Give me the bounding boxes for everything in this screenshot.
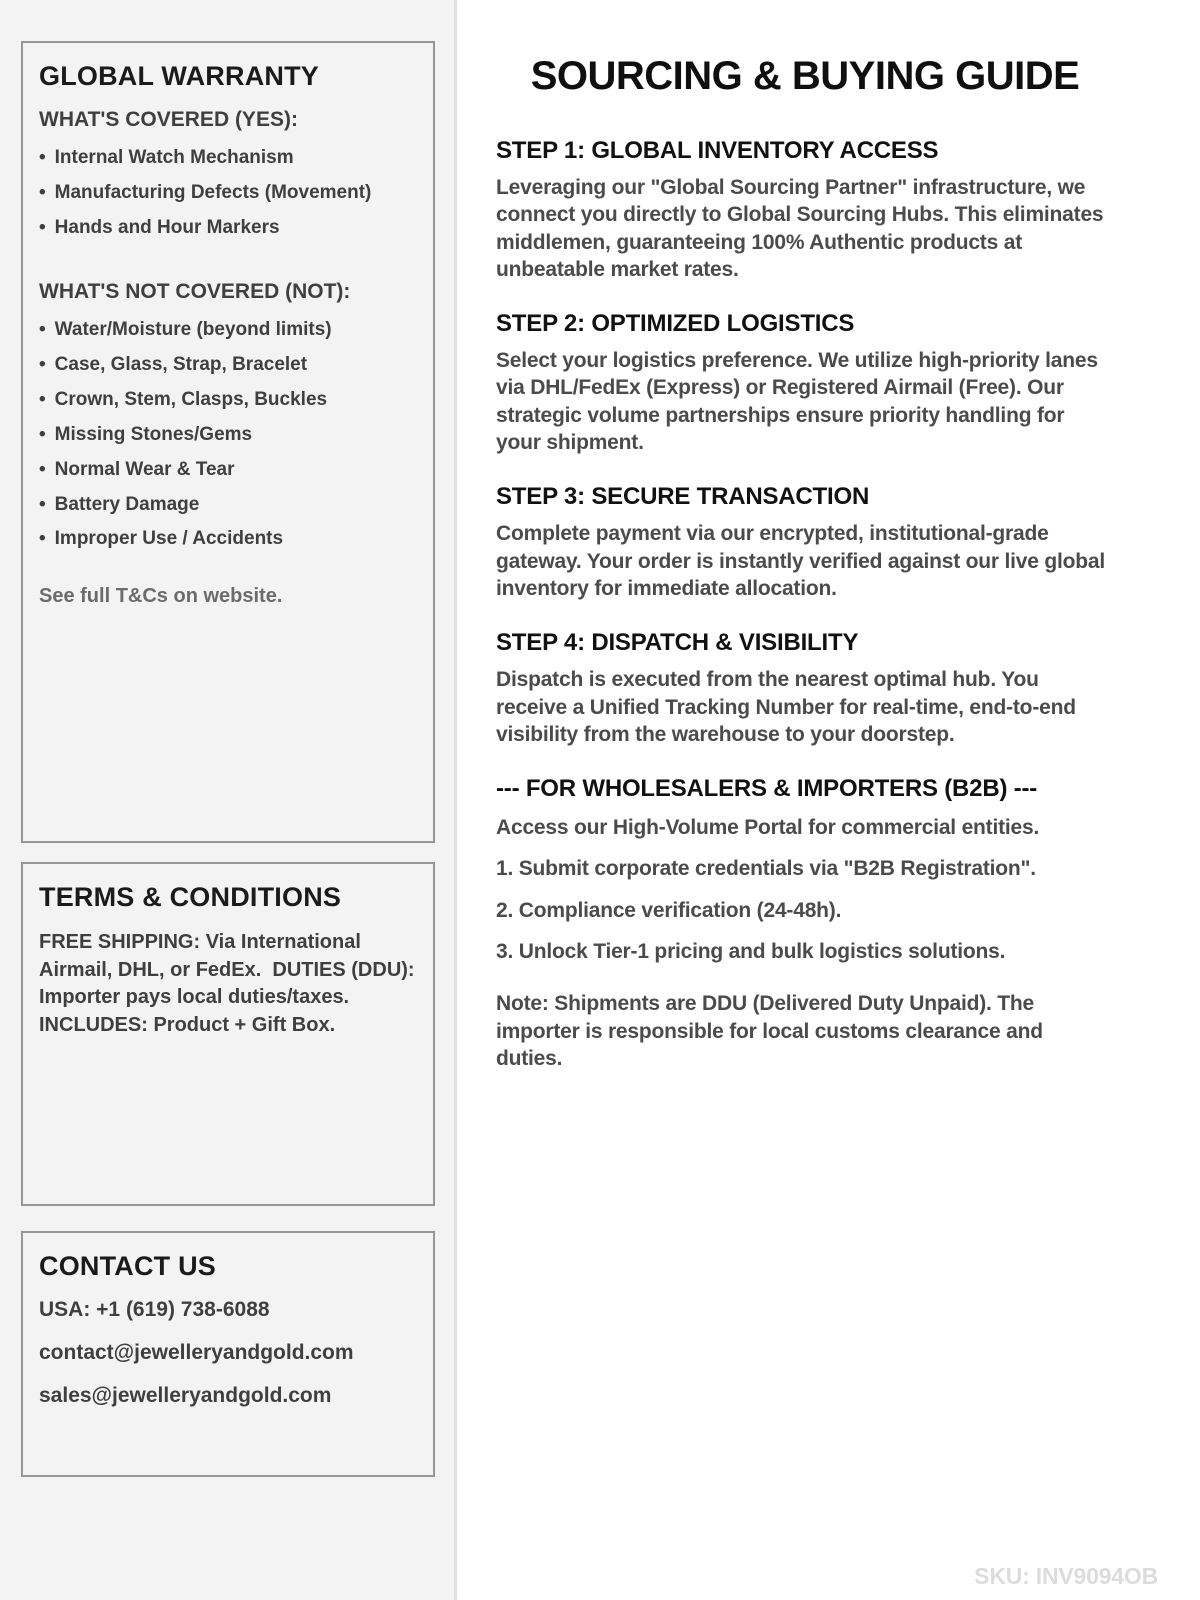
list-item-label: Battery Damage bbox=[54, 493, 200, 515]
ddu-note: Note: Shipments are DDU (Delivered Duty Unpaid). The importer is responsible for local customs clearance and duties. bbox=[496, 992, 1043, 1070]
b2b-section bbox=[496, 775, 1114, 1072]
step-1-section bbox=[496, 137, 1114, 283]
contact-email: contact@jewelleryandgold.com bbox=[39, 1341, 354, 1364]
bullet-icon: • bbox=[39, 147, 46, 168]
step-1-heading: STEP 1: GLOBAL INVENTORY ACCESS bbox=[496, 137, 939, 164]
main-content bbox=[460, 0, 1200, 1600]
bullet-icon: • bbox=[39, 423, 46, 445]
list-item-label: Internal Watch Mechanism bbox=[54, 147, 294, 168]
bullet-icon: • bbox=[39, 181, 46, 203]
global-warranty-box bbox=[21, 41, 435, 843]
b2b-intro: Access our High-Volume Portal for commercial entities. bbox=[496, 816, 1040, 840]
not-covered-list bbox=[39, 320, 417, 550]
bullet-icon: • bbox=[39, 458, 46, 480]
list-item-label: Improper Use / Accidents bbox=[54, 528, 284, 550]
b2b-item-1: 1. Submit corporate credentials via "B2B Registration". bbox=[496, 857, 1036, 881]
not-covered-heading: WHAT'S NOT COVERED (NOT): bbox=[39, 279, 351, 303]
sales-email: sales@jewelleryandgold.com bbox=[39, 1384, 332, 1407]
covered-heading: WHAT'S COVERED (YES): bbox=[39, 108, 298, 131]
step-3-heading: STEP 3: SECURE TRANSACTION bbox=[496, 483, 870, 511]
bullet-icon: • bbox=[39, 388, 46, 410]
bullet-icon: • bbox=[39, 318, 46, 340]
contact-title: CONTACT US bbox=[39, 1251, 216, 1281]
step-4-section bbox=[496, 629, 1114, 748]
sku-label: SKU: INV9094OB bbox=[974, 1563, 1158, 1589]
step-3-section bbox=[496, 483, 1114, 602]
list-item bbox=[39, 495, 417, 515]
list-item bbox=[39, 218, 417, 238]
list-item bbox=[39, 183, 417, 203]
list-item bbox=[39, 460, 417, 480]
covered-list bbox=[39, 148, 417, 238]
b2b-item-3: 3. Unlock Tier-1 pricing and bulk logistics solutions. bbox=[496, 940, 1006, 964]
list-item bbox=[39, 355, 417, 375]
bullet-icon: • bbox=[39, 216, 46, 238]
list-item-label: Water/Moisture (beyond limits) bbox=[54, 318, 332, 340]
list-item bbox=[39, 529, 417, 549]
terms-title: TERMS & CONDITIONS bbox=[39, 882, 342, 912]
bullet-icon: • bbox=[39, 353, 46, 375]
list-item-label: Crown, Stem, Clasps, Buckles bbox=[54, 388, 328, 410]
contact-us-box bbox=[21, 1231, 435, 1477]
list-item bbox=[39, 390, 417, 410]
bullet-icon: • bbox=[39, 493, 46, 515]
step-4-heading: STEP 4: DISPATCH & VISIBILITY bbox=[496, 629, 859, 657]
warranty-footnote: See full T&Cs on website. bbox=[39, 585, 283, 608]
step-4-body: Dispatch is executed from the nearest optimal hub. You receive a Unified Tracking Number for real-time, end-to-end visibility from the warehouse to your doorstep. bbox=[496, 668, 1076, 746]
step-1-body: Leveraging our "Global Sourcing Partner" infrastructure, we connect you directly to Global Sourcing Hubs. This eliminates middlemen, guaranteeing 100% Authentic products at unbeatable market rates. bbox=[496, 176, 1104, 281]
terms-body: FREE SHIPPING: Via International Airmail, DHL, or FedEx. DUTIES (DDU): Importer pays local duties/taxes. INCLUDES: Product + Gift Box. bbox=[39, 931, 421, 1036]
b2b-item-2: 2. Compliance verification (24-48h). bbox=[496, 898, 842, 922]
contact-phone: USA: +1 (619) 738-6088 bbox=[39, 1298, 270, 1321]
guide-content bbox=[496, 54, 1114, 1072]
page-title: SOURCING & BUYING GUIDE bbox=[530, 54, 1080, 98]
step-2-heading: STEP 2: OPTIMIZED LOGISTICS bbox=[496, 310, 855, 338]
list-item-label: Hands and Hour Markers bbox=[54, 216, 280, 238]
step-3-body: Complete payment via our encrypted, institutional-grade gateway. Your order is instantly verified against our live global inventory for immediate allocation. bbox=[496, 522, 1106, 600]
list-item bbox=[39, 148, 417, 168]
list-item-label: Manufacturing Defects (Movement) bbox=[54, 181, 372, 203]
sidebar bbox=[0, 0, 457, 1600]
b2b-heading: --- FOR WHOLESALERS & IMPORTERS (B2B) --- bbox=[496, 775, 1038, 803]
list-item-label: Case, Glass, Strap, Bracelet bbox=[54, 353, 308, 375]
bullet-icon: • bbox=[39, 528, 46, 550]
step-2-section bbox=[496, 310, 1114, 456]
warranty-title: GLOBAL WARRANTY bbox=[39, 61, 319, 91]
list-item-label: Missing Stones/Gems bbox=[54, 423, 253, 445]
terms-conditions-box bbox=[21, 862, 435, 1206]
step-2-body: Select your logistics preference. We utilize high-priority lanes via DHL/FedEx (Express) or Registered Airmail (Free). Our strategic volume partnerships ensure priority handling for your shipment. bbox=[496, 349, 1098, 455]
list-item bbox=[39, 425, 417, 445]
list-item bbox=[39, 320, 417, 340]
list-item-label: Normal Wear & Tear bbox=[54, 458, 235, 480]
